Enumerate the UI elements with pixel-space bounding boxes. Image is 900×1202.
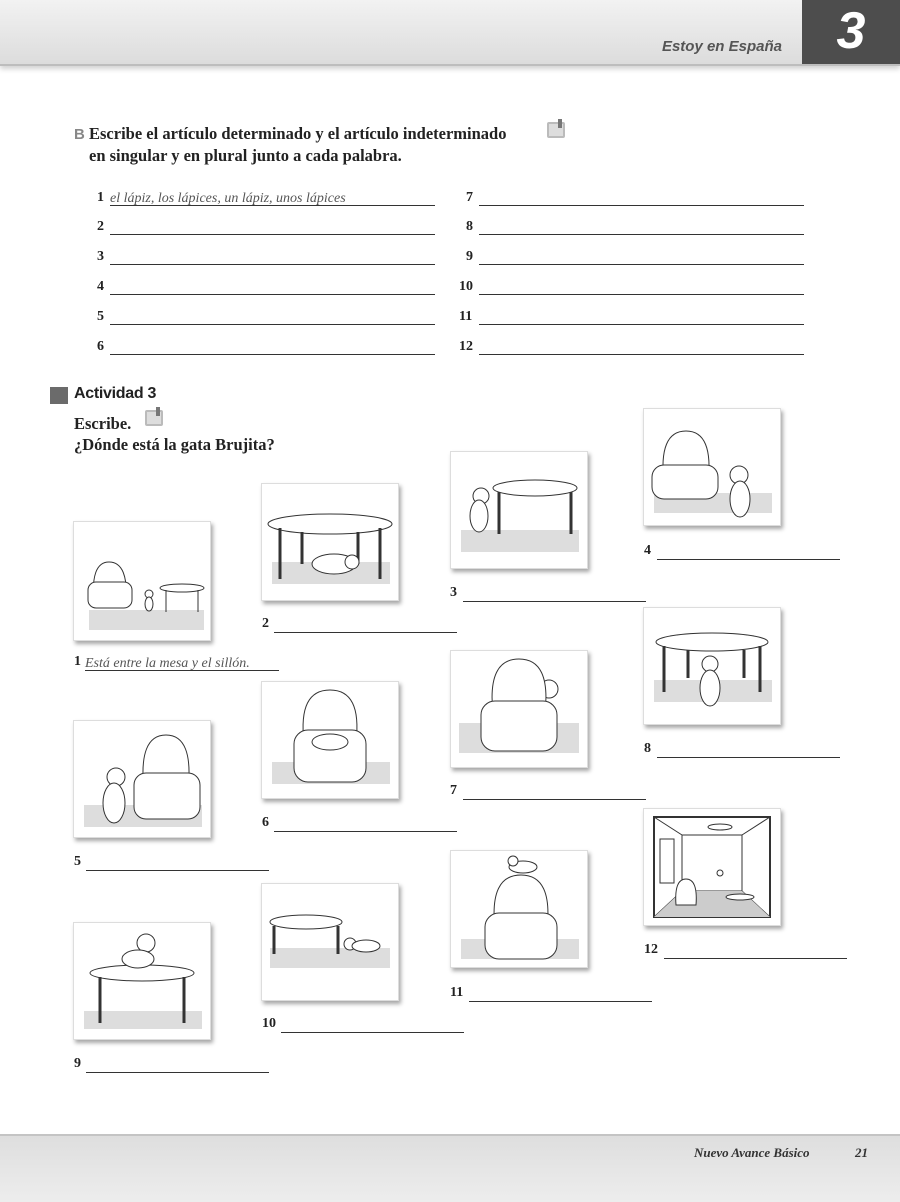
unit-title: Estoy en España	[661, 38, 782, 55]
section-letter: B	[74, 126, 85, 143]
item-number: 1	[74, 654, 81, 669]
activity-title: Actividad 3	[74, 385, 157, 402]
answer-line-8[interactable]	[479, 218, 804, 235]
answer-line-9[interactable]	[479, 248, 804, 265]
answer-line-3[interactable]	[110, 248, 435, 265]
item-number: 1	[97, 190, 104, 205]
activity-answer-line-12[interactable]	[664, 942, 847, 959]
footer-page-number: 21	[855, 1145, 868, 1160]
activity-answer-line-6[interactable]	[274, 815, 457, 832]
item-number: 10	[262, 1016, 276, 1031]
answer-line-12[interactable]	[479, 338, 804, 355]
answer-line-4[interactable]	[110, 278, 435, 295]
picture-6-cat-on-armchair	[261, 681, 399, 799]
item-number: 3	[97, 249, 104, 264]
item-number: 5	[97, 309, 104, 324]
picture-10-cat-beside-table	[261, 883, 399, 1001]
audio-cd-icon[interactable]	[143, 406, 165, 428]
activity-instruction: Escribe.	[74, 414, 132, 433]
item-number: 12	[459, 339, 473, 354]
item-number: 2	[97, 219, 104, 234]
section-instruction-line2: en singular y en plural junto a cada palabra.	[89, 146, 402, 165]
audio-cd-icon[interactable]	[545, 118, 567, 140]
activity-answer-line-10[interactable]	[281, 1016, 464, 1033]
header-band	[0, 0, 900, 66]
item-number: 6	[97, 339, 104, 354]
activity-answer-line-8[interactable]	[657, 741, 840, 758]
activity-marker	[50, 387, 68, 404]
answer-line-11[interactable]	[479, 308, 804, 325]
item-number: 2	[262, 616, 269, 631]
picture-5-cat-beside-armchair	[73, 720, 211, 838]
unit-number: 3	[836, 2, 866, 60]
answer-line-7[interactable]	[479, 189, 804, 206]
item-number: 7	[466, 190, 473, 205]
item-number: 10	[459, 279, 473, 294]
activity-answer-line-4[interactable]	[657, 543, 840, 560]
item-number: 3	[450, 585, 457, 600]
activity-answer-line-3[interactable]	[463, 585, 646, 602]
item-number: 8	[466, 219, 473, 234]
item-number: 4	[644, 543, 651, 558]
activity-answer-line-2[interactable]	[274, 616, 457, 633]
picture-4-cat-next-to-armchair	[643, 408, 781, 526]
picture-2-cat-under-table	[261, 483, 399, 601]
answer-text: el lápiz, los lápices, un lápiz, unos lápices	[110, 191, 346, 206]
picture-9-cat-on-table	[73, 922, 211, 1040]
item-number: 5	[74, 854, 81, 869]
footer-book-title: Nuevo Avance Básico	[694, 1145, 810, 1160]
item-number: 7	[450, 783, 457, 798]
picture-11-cat-on-top-of-armchair	[450, 850, 588, 968]
answer-line-6[interactable]	[110, 338, 435, 355]
answer-line-10[interactable]	[479, 278, 804, 295]
activity-answer-line-11[interactable]	[469, 985, 652, 1002]
activity-answer-line-7[interactable]	[463, 783, 646, 800]
item-number: 9	[466, 249, 473, 264]
item-number: 11	[459, 309, 473, 324]
activity-answer-line-1[interactable]	[85, 654, 279, 671]
item-number: 8	[644, 741, 651, 756]
section-instruction-line1: Escribe el artículo determinado y el artículo indeterminado	[89, 124, 507, 143]
picture-12-cat-in-room	[643, 808, 781, 926]
picture-1-cat-between-table-and-armchair	[73, 521, 211, 641]
answer-text: Está entre la mesa y el sillón.	[85, 656, 250, 671]
answer-line-5[interactable]	[110, 308, 435, 325]
activity-answer-line-5[interactable]	[86, 854, 269, 871]
item-number: 12	[644, 942, 658, 957]
picture-7-cat-behind-armchair	[450, 650, 588, 768]
picture-8-cat-under-table	[643, 607, 781, 725]
item-number: 6	[262, 815, 269, 830]
item-number: 11	[450, 985, 464, 1000]
activity-answer-line-9[interactable]	[86, 1056, 269, 1073]
item-number: 4	[97, 279, 104, 294]
answer-line-1[interactable]	[110, 189, 435, 206]
answer-line-2[interactable]	[110, 218, 435, 235]
activity-question: ¿Dónde está la gata Brujita?	[74, 435, 275, 454]
picture-3-cat-next-to-table	[450, 451, 588, 569]
item-number: 9	[74, 1056, 81, 1071]
